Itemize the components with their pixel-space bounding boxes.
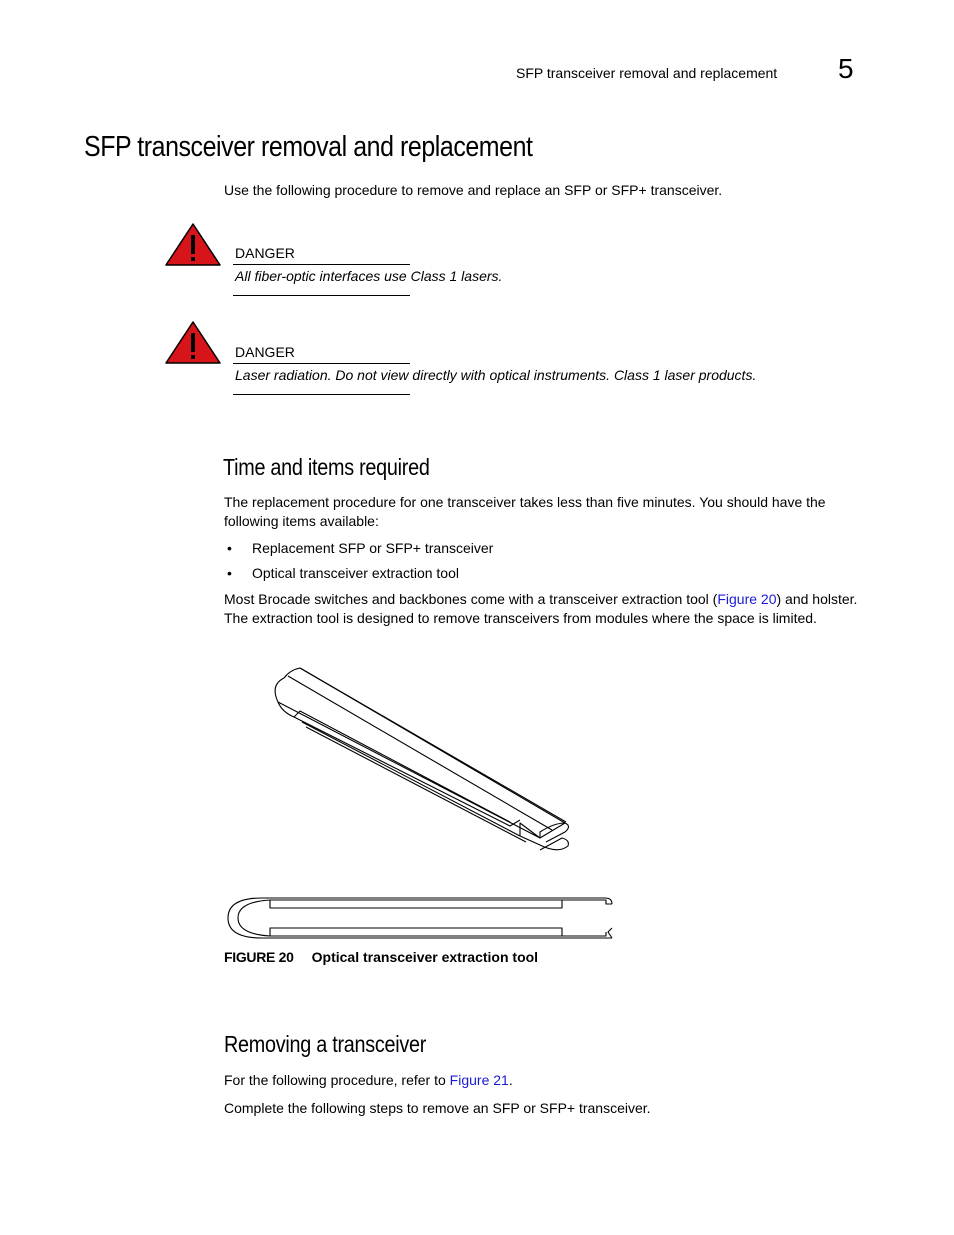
danger-label: DANGER (235, 245, 295, 261)
divider (233, 295, 410, 296)
section-heading-time-items: Time and items required (223, 454, 430, 480)
danger-message: All fiber-optic interfaces use Class 1 lasers. (235, 268, 503, 284)
extraction-tool-illustration (220, 660, 620, 945)
danger-message: Laser radiation. Do not view directly with optical instruments. Class 1 laser products. (235, 367, 757, 383)
divider (233, 394, 410, 395)
section-heading-removing: Removing a transceiver (224, 1031, 427, 1057)
bullet-icon: • (227, 540, 232, 556)
figure-title: Optical transceiver extraction tool (311, 949, 539, 965)
running-header-title: SFP transceiver removal and replacement (516, 65, 778, 81)
danger-warning-icon (164, 222, 222, 267)
bullet-icon: • (227, 565, 232, 581)
danger-warning-icon (164, 320, 222, 365)
removing-reference-paragraph: For the following procedure, refer to Figure 21. (224, 1072, 513, 1088)
figure-label: FIGURE 20 (224, 949, 294, 965)
intro-paragraph: Use the following procedure to remove and replace an SFP or SFP+ transceiver. (224, 182, 723, 198)
removing-steps-paragraph: Complete the following steps to remove an SFP or SFP+ transceiver. (224, 1100, 651, 1116)
page-title: SFP transceiver removal and replacement (84, 131, 533, 163)
divider (233, 264, 410, 265)
figure-21-link[interactable]: Figure 21 (449, 1072, 509, 1088)
danger-label: DANGER (235, 344, 295, 360)
chapter-number: 5 (838, 53, 854, 84)
list-item: Replacement SFP or SFP+ transceiver (252, 540, 494, 556)
figure-20-link[interactable]: Figure 20 (717, 591, 777, 607)
figure-caption (224, 949, 538, 965)
list-item: Optical transceiver extraction tool (252, 565, 459, 581)
time-paragraph: The replacement procedure for one transceiver takes less than five minutes. You should have the following items available: (224, 494, 826, 529)
extraction-tool-paragraph: Most Brocade switches and backbones come with a transceiver extraction tool (Figure 20) and holster. The extraction tool is designed to remove transceivers from modules where the space is limited. (224, 591, 858, 626)
divider (233, 363, 410, 364)
